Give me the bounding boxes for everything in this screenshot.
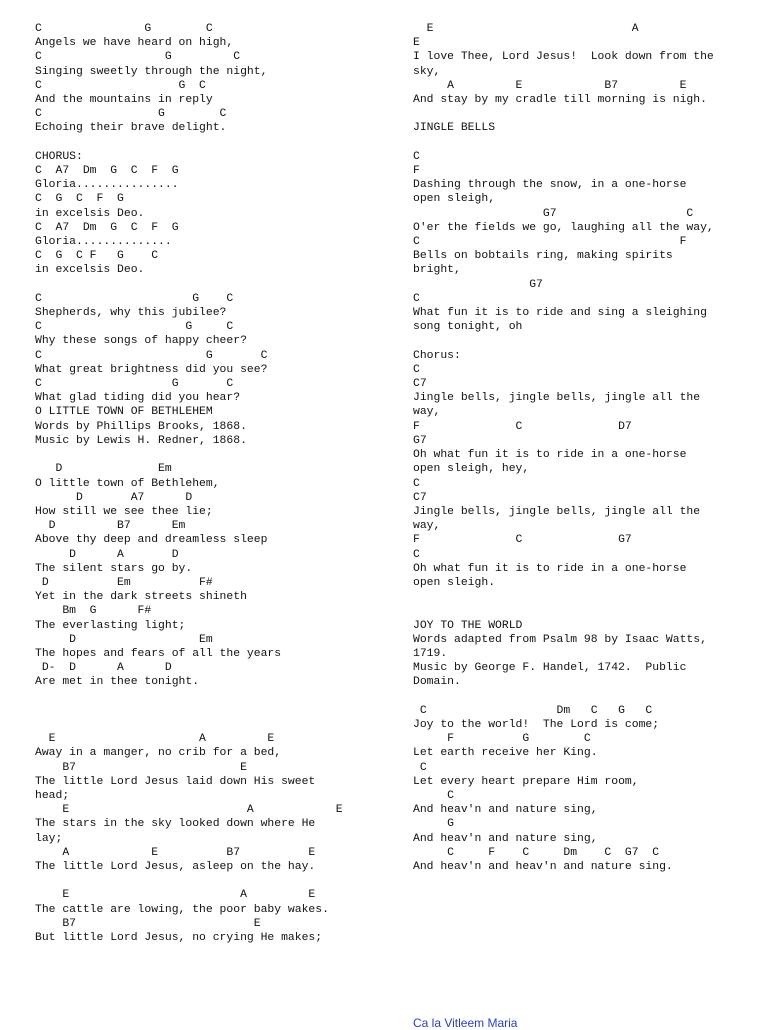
lyric-line: JOY TO THE WORLD: [413, 619, 523, 632]
lyric-line: [35, 136, 395, 150]
lyric-line: C: [413, 292, 420, 305]
lyric-line: open sleigh, hey,: [413, 463, 530, 476]
lyric-line: Singing sweetly through the night,: [35, 65, 268, 78]
lyric-line: C G C: [35, 79, 206, 92]
lyric-line: Let earth receive her King.: [413, 747, 598, 760]
lyric-line: F C D7: [413, 420, 632, 433]
lyric-line: I love Thee, Lord Jesus! Look down from the: [413, 51, 714, 64]
lyric-line: What great brightness did you see?: [35, 363, 268, 376]
lyric-line: C: [413, 789, 455, 802]
lyric-line: What glad tiding did you hear?: [35, 392, 241, 405]
lyric-line: C Dm C G C: [413, 704, 653, 717]
lyric-line: D A7 D: [35, 491, 193, 504]
lyric-line: Oh what fun it is to ride in a one-horse: [413, 449, 687, 462]
lyric-line: open sleigh.: [413, 576, 496, 589]
lyric-line: C G C: [35, 23, 213, 35]
lyric-line: What fun it is to ride and sing a sleighing: [413, 307, 707, 320]
lyric-line: C G C: [35, 292, 234, 305]
lyric-line: D Em: [35, 463, 172, 476]
lyric-line: CHORUS:: [35, 150, 83, 163]
lyric-line: C G C: [35, 321, 234, 334]
lyric-line: E A: [413, 23, 639, 35]
lyric-line: Joy to the world! The Lord is come;: [413, 718, 660, 731]
lyric-line: [413, 604, 758, 618]
lyric-line: The hopes and fears of all the years: [35, 647, 282, 660]
lyric-line: open sleigh,: [413, 193, 496, 206]
lyric-line: Jingle bells, jingle bells, jingle all the: [413, 392, 701, 405]
lyric-line: F C G7: [413, 534, 632, 547]
lyric-line: [413, 334, 758, 348]
lyric-line: O'er the fields we go, laughing all the way,: [413, 221, 714, 234]
lyric-line: F G C: [413, 733, 591, 746]
lyric-line: Oh what fun it is to ride in a one-horse: [413, 562, 687, 575]
lyric-line: F: [413, 165, 420, 178]
lyric-line: C G C: [35, 349, 268, 362]
lyric-line: Yet in the dark streets shineth: [35, 591, 247, 604]
lyric-line: way,: [413, 406, 441, 419]
lyric-line: C G C: [35, 378, 234, 391]
lyric-line: Let every heart prepare Him room,: [413, 775, 639, 788]
lyric-line: Echoing their brave delight.: [35, 122, 227, 135]
lyric-line: The everlasting light;: [35, 619, 186, 632]
lyric-line: C: [413, 761, 427, 774]
lyric-line: The cattle are lowing, the poor baby wakes.: [35, 903, 329, 916]
lyric-line: head;: [35, 789, 70, 802]
lyric-line: Gloria...............: [35, 179, 179, 192]
lyric-line: lay;: [35, 832, 63, 845]
lyric-line: And heav'n and heav'n and nature sing.: [413, 860, 673, 873]
lyric-line: G7: [413, 278, 543, 291]
lyric-line: G: [413, 818, 455, 831]
lyric-line: C A7 Dm G C F G: [35, 165, 179, 178]
lyric-line: C G C: [35, 108, 227, 121]
lyric-line: in excelsis Deo.: [35, 264, 145, 277]
lyric-line: G7 C: [413, 207, 694, 220]
lyric-line: Words by Phillips Brooks, 1868.: [35, 420, 247, 433]
lyric-line: 1719.: [413, 647, 448, 660]
lyric-line: [413, 107, 758, 121]
lyric-line: JINGLE BELLS: [413, 122, 496, 135]
lyric-line: C A7 Dm G C F G: [35, 221, 179, 234]
lyric-line: [413, 590, 758, 604]
lyric-line: Dashing through the snow, in a one-horse: [413, 179, 687, 192]
lyric-line: C G C: [35, 51, 241, 64]
lyric-line: way,: [413, 520, 441, 533]
lyric-line: O LITTLE TOWN OF BETHLEHEM: [35, 406, 213, 419]
lyric-line: O little town of Bethlehem,: [35, 477, 220, 490]
lyric-line: The silent stars go by.: [35, 562, 193, 575]
lyric-line: And heav'n and nature sing,: [413, 832, 598, 845]
lyric-line: E: [413, 37, 420, 50]
lyric-line: song tonight, oh: [413, 321, 523, 334]
lyric-line: Words adapted from Psalm 98 by Isaac Watts,: [413, 633, 707, 646]
lyric-line: D- D A D: [35, 662, 172, 675]
lyric-line: A E B7 E: [413, 79, 687, 92]
lyric-line: Bells on bobtails ring, making spirits: [413, 250, 673, 263]
lyric-line: Away in a manger, no crib for a bed,: [35, 747, 282, 760]
lyric-line: Shepherds, why this jubilee?: [35, 307, 227, 320]
lyric-line: [413, 136, 758, 150]
lyric-line: E A E: [35, 733, 275, 746]
lyric-line: D A D: [35, 548, 179, 561]
left-lyrics-column: [35, 22, 395, 945]
lyric-line: [35, 704, 395, 718]
lyric-line: C: [413, 363, 420, 376]
lyric-line: E A E: [35, 889, 316, 902]
right-lyrics-column: [413, 22, 758, 874]
lyric-line: D B7 Em: [35, 520, 186, 533]
lyric-line: Angels we have heard on high,: [35, 37, 234, 50]
lyric-line: Bm G F#: [35, 605, 152, 618]
lyric-line: Music by George F. Handel, 1742. Public: [413, 662, 687, 675]
lyric-line: Above thy deep and dreamless sleep: [35, 534, 268, 547]
lyric-line: D Em F#: [35, 576, 213, 589]
lyric-line: Are met in thee tonight.: [35, 676, 200, 689]
lyric-line: The little Lord Jesus, asleep on the hay.: [35, 860, 316, 873]
lyric-line: A E B7 E: [35, 846, 316, 859]
lyric-line: Music by Lewis H. Redner, 1868.: [35, 434, 247, 447]
lyric-line: C G C F G: [35, 193, 124, 206]
lyric-line: [413, 690, 758, 704]
lyric-line: Domain.: [413, 676, 461, 689]
lyric-line: [35, 690, 395, 704]
lyric-line: C G C F G C: [35, 250, 159, 263]
lyric-line: C F: [413, 236, 687, 249]
lyric-line: Jingle bells, jingle bells, jingle all the: [413, 505, 701, 518]
lyric-line: But little Lord Jesus, no crying He makes;: [35, 932, 323, 944]
lyric-line: And heav'n and nature sing,: [413, 804, 598, 817]
lyric-line: And stay by my cradle till morning is nigh.: [413, 94, 707, 107]
lyric-line: Chorus:: [413, 349, 461, 362]
lyric-line: B7 E: [35, 917, 261, 930]
lyric-line: [35, 874, 395, 888]
footer-link[interactable]: Ca la Vitleem Maria: [413, 1016, 518, 1030]
lyric-line: The stars in the sky looked down where He: [35, 818, 316, 831]
lyric-line: G7: [413, 434, 427, 447]
lyric-line: D Em: [35, 633, 213, 646]
lyric-line: C: [413, 150, 420, 163]
lyric-line: bright,: [413, 264, 461, 277]
lyric-line: Gloria..............: [35, 236, 172, 249]
lyric-line: E A E: [35, 804, 343, 817]
lyric-line: C F C Dm C G7 C: [413, 846, 660, 859]
lyric-line: How still we see thee lie;: [35, 505, 213, 518]
lyric-line: C7: [413, 491, 427, 504]
lyric-line: Why these songs of happy cheer?: [35, 335, 247, 348]
lyric-line: And the mountains in reply: [35, 94, 213, 107]
lyric-line: The little Lord Jesus laid down His sweet: [35, 775, 316, 788]
lyric-line: [35, 278, 395, 292]
lyric-line: in excelsis Deo.: [35, 207, 145, 220]
lyric-line: B7 E: [35, 761, 247, 774]
lyric-line: C: [413, 477, 420, 490]
lyric-line: C: [413, 548, 420, 561]
lyric-line: C7: [413, 378, 427, 391]
lyric-line: [35, 448, 395, 462]
lyric-line: sky,: [413, 65, 441, 78]
lyric-line: [35, 718, 395, 732]
